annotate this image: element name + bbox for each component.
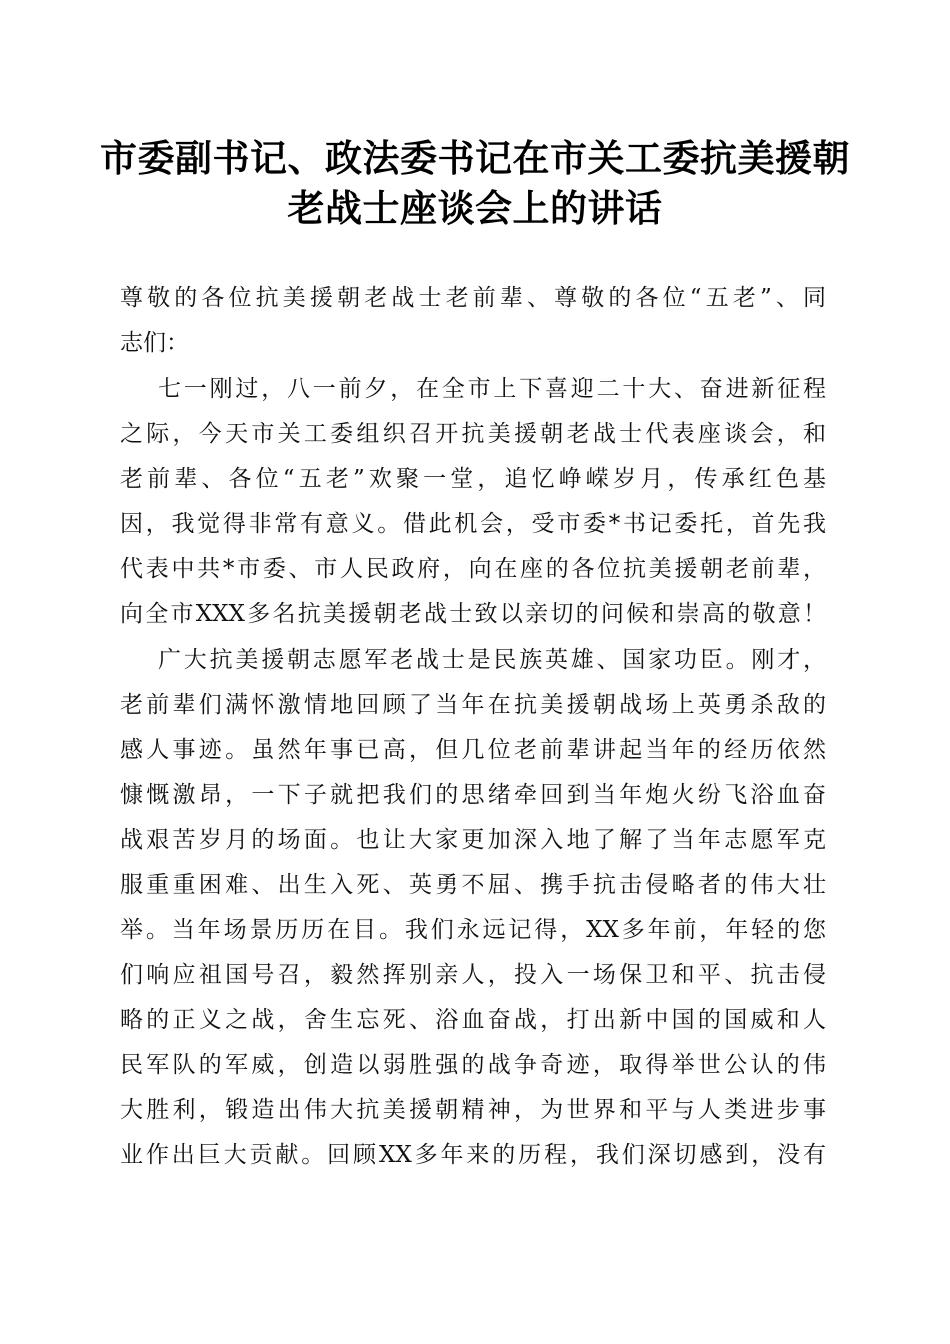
- paragraph-2-line: 民军队的军威，创造以弱胜强的战争奇迹，取得举世公认的伟: [120, 1052, 826, 1078]
- paragraph-1-line: 向全市XXX多名抗美援朝老战士致以亲切的问候和崇高的敬意！: [120, 601, 826, 627]
- salutation-line: 志们：: [120, 330, 189, 356]
- paragraph-2-line: 业作出巨大贡献。回顾XX多年来的历程，我们深切感到，没有: [120, 1142, 826, 1168]
- paragraph-1-line: 老前辈、各位“五老”欢聚一堂，追忆峥嵘岁月，传承红色基: [120, 466, 826, 492]
- paragraph-2-line: 慷慨激昂，一下子就把我们的思绪牵回到当年炮火纷飞浴血奋: [120, 782, 826, 808]
- paragraph-1-line: 七一刚过，八一前夕，在全市上下喜迎二十大、奋进新征程: [158, 376, 826, 402]
- document-title-line-1: 市委副书记、政法委书记在市关工委抗美援朝: [100, 136, 850, 180]
- paragraph-2-line: 战艰苦岁月的场面。也让大家更加深入地了解了当年志愿军克: [120, 827, 826, 853]
- paragraph-2-line: 们响应祖国号召，毅然挥别亲人，投入一场保卫和平、抗击侵: [120, 962, 826, 988]
- paragraph-2-line: 略的正义之战，舍生忘死、浴血奋战，打出新中国的国威和人: [120, 1007, 826, 1033]
- paragraph-1-line: 代表中共*市委、市人民政府，向在座的各位抗美援朝老前辈，: [120, 556, 826, 582]
- paragraph-1-line: 因，我觉得非常有意义。借此机会，受市委*书记委托，首先我: [120, 511, 826, 537]
- paragraph-2-line: 感人事迹。虽然年事已高，但几位老前辈讲起当年的经历依然: [120, 737, 826, 763]
- salutation-line: 尊敬的各位抗美援朝老战士老前辈、尊敬的各位“五老”、同: [120, 285, 826, 311]
- paragraph-2-line: 举。当年场景历历在目。我们永远记得，XX多年前，年轻的您: [120, 917, 826, 943]
- paragraph-2-line: 大胜利，锻造出伟大抗美援朝精神，为世界和平与人类进步事: [120, 1097, 826, 1123]
- paragraph-1-line: 之际，今天市关工委组织召开抗美援朝老战士代表座谈会，和: [120, 421, 826, 447]
- paragraph-2-line: 老前辈们满怀激情地回顾了当年在抗美援朝战场上英勇杀敌的: [120, 692, 826, 718]
- document-title-line-2: 老战士座谈会上的讲话: [287, 186, 663, 230]
- paragraph-2-line: 服重重困难、出生入死、英勇不屈、携手抗击侵略者的伟大壮: [120, 872, 826, 898]
- paragraph-2-line: 广大抗美援朝志愿军老战士是民族英雄、国家功臣。刚才，: [158, 647, 826, 673]
